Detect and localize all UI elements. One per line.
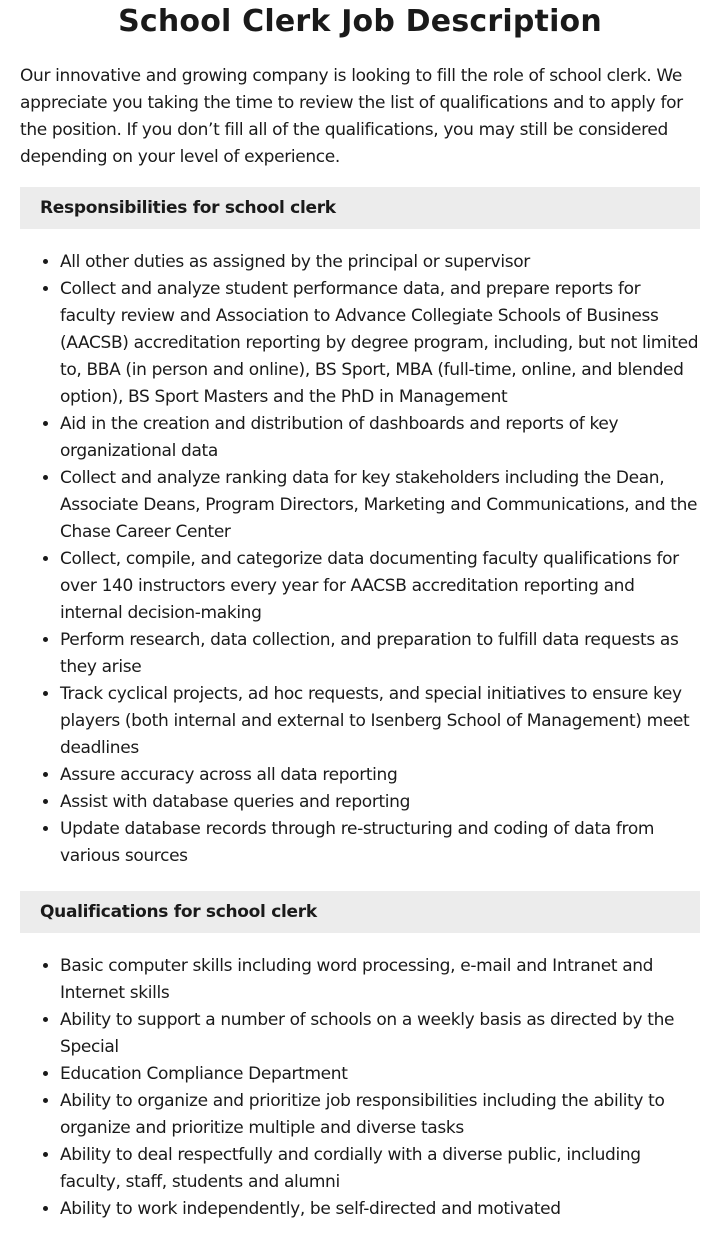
list-item: • Update database records through re-structuring and coding of data from various sources [60, 816, 700, 870]
list-item: • Track cyclical projects, ad hoc requests, and special initiatives to ensure key players (both internal and external to Isenberg School of Management) meet deadlines [60, 681, 700, 762]
section-spacer [20, 870, 700, 875]
qualifications-header: Qualifications for school clerk [20, 891, 700, 933]
list-item: • Aid in the creation and distribution of dashboards and reports of key organizational data [60, 411, 700, 465]
qualifications-list [20, 953, 700, 1223]
list-item: • Education Compliance Department [60, 1061, 700, 1088]
list-item: • Ability to deal respectfully and cordially with a diverse public, including faculty, staff, students and alumni [60, 1142, 700, 1196]
intro-paragraph: Our innovative and growing company is looking to fill the role of school clerk. We appreciate you taking the time to review the list of qualifications and to apply for the position. If you don’t fill all of the qualifications, you may still be considered depending on your level of experience. [20, 66, 683, 167]
responsibilities-list [20, 249, 700, 870]
list-item: • Collect, compile, and categorize data documenting faculty qualifications for over 140 instructors every year for AACSB accreditation reporting and internal decision-making [60, 546, 700, 627]
list-item: • Assure accuracy across all data reporting [60, 762, 700, 789]
responsibilities-header: Responsibilities for school clerk [20, 187, 700, 229]
list-item: • Perform research, data collection, and preparation to fulfill data requests as they arise [60, 627, 700, 681]
list-item: • All other duties as assigned by the principal or supervisor [60, 249, 700, 276]
list-item: • Ability to organize and prioritize job responsibilities including the ability to organize and prioritize multiple and diverse tasks [60, 1088, 700, 1142]
list-item: • Ability to support a number of schools on a weekly basis as directed by the Special [60, 1007, 700, 1061]
list-item: • Collect and analyze ranking data for key stakeholders including the Dean, Associate Deans, Program Directors, Marketing and Communications, and the Chase Career Center [60, 465, 700, 546]
list-item: • Collect and analyze student performance data, and prepare reports for faculty review and Association to Advance Collegiate Schools of Business (AACSB) accreditation reporting by degree program, including, but not limited to, BBA (in person and online), BS Sport, MBA (full-time, online, and blended option), BS Sport Masters and the PhD in Management [60, 276, 700, 411]
list-item: • Ability to work independently, be self-directed and motivated [60, 1196, 700, 1223]
page-title: School Clerk Job Description [118, 4, 602, 39]
list-item: • Basic computer skills including word processing, e-mail and Intranet and Internet skills [60, 953, 700, 1007]
list-item: • Assist with database queries and reporting [60, 789, 700, 816]
